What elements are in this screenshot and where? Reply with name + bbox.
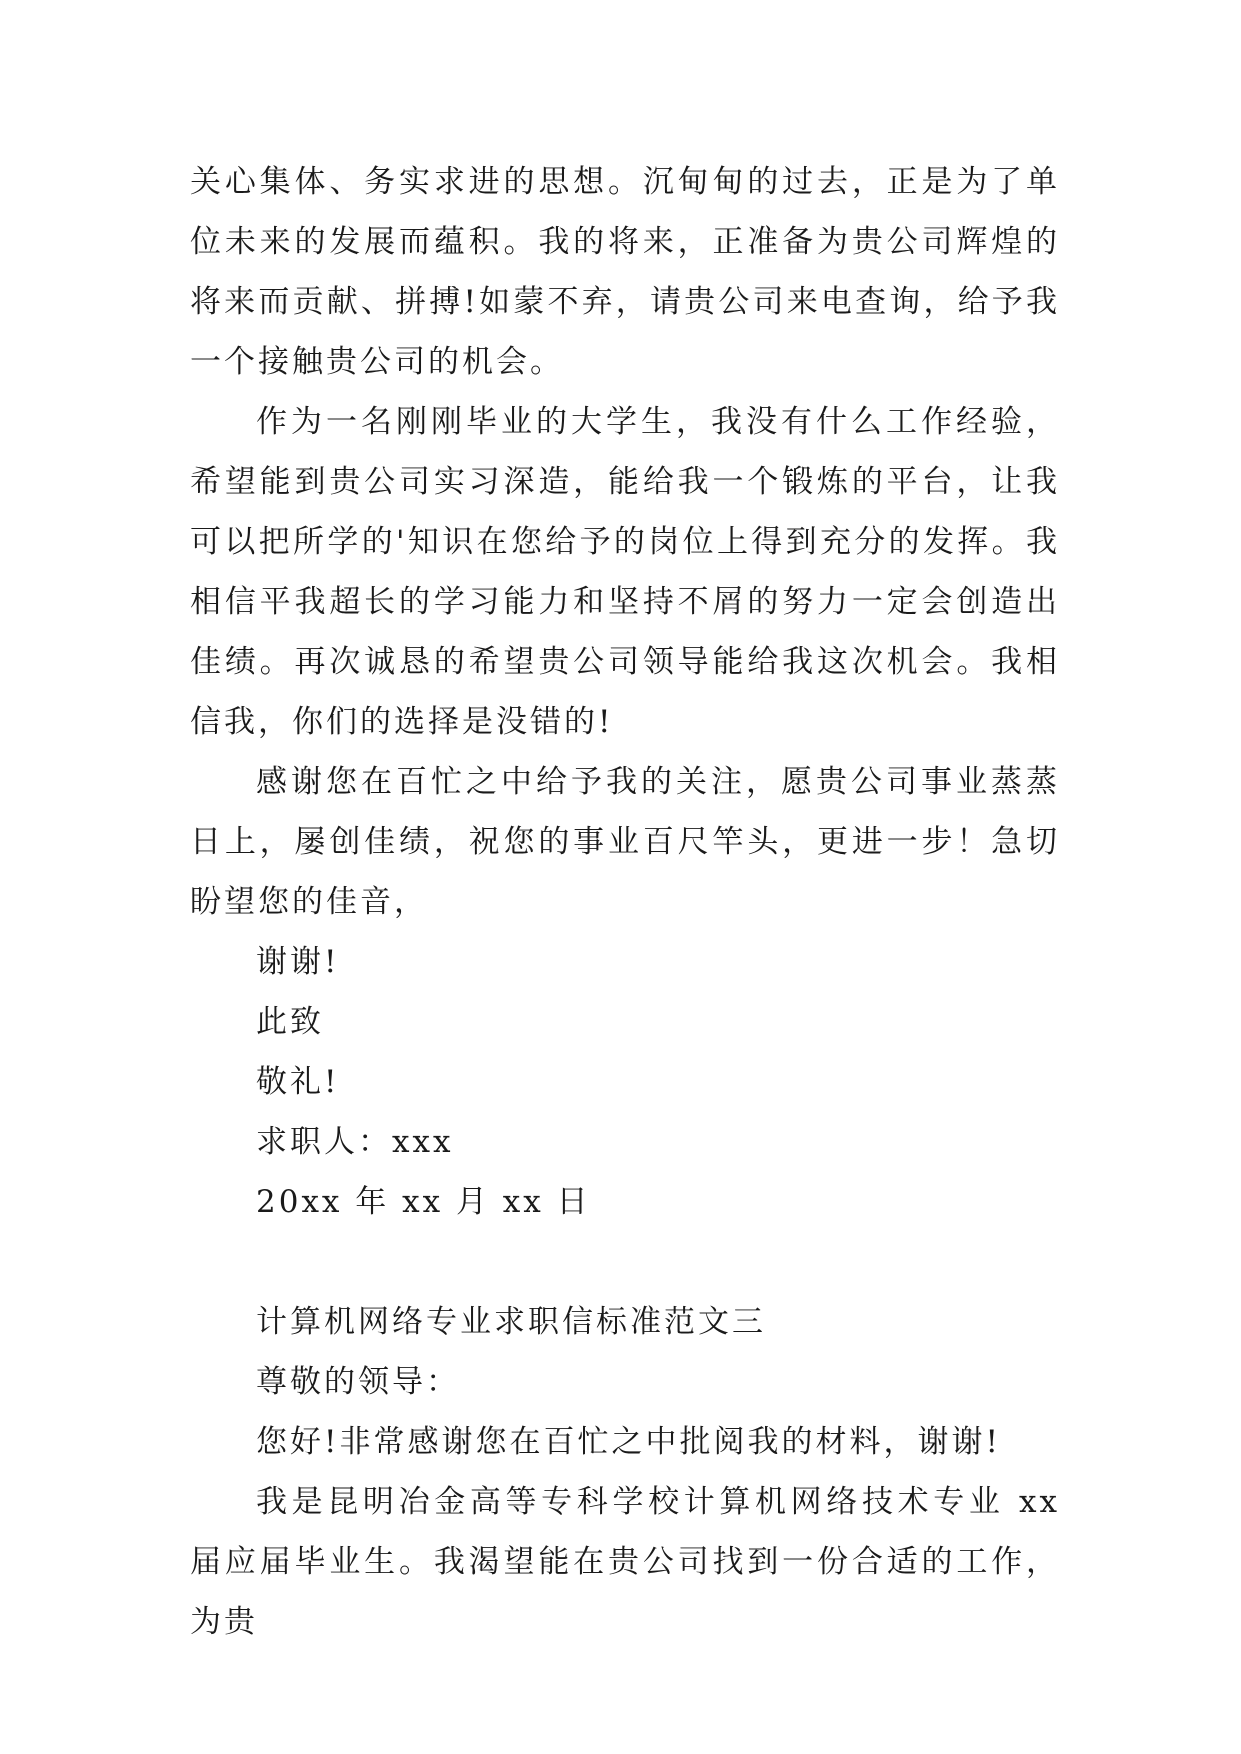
section-title: 计算机网络专业求职信标准范文三 xyxy=(256,1304,766,1340)
section-spacer xyxy=(190,1232,1060,1292)
closing-line-1: 此致 xyxy=(256,1004,324,1040)
paragraph-self-intro: 我是昆明冶金高等专科学校计算机网络技术专业 xx 届应届毕业生。我渴望能在贵公司找到一份合适的工作，为贵 xyxy=(190,1484,1060,1640)
greeting-line: 您好!非常感谢您在百忙之中批阅我的材料，谢谢! xyxy=(256,1424,1001,1460)
applicant-signature: 求职人：xxx xyxy=(256,1124,454,1160)
letter-date: 20xx 年 xx 月 xx 日 xyxy=(256,1184,591,1220)
salutation: 尊敬的领导： xyxy=(256,1364,460,1400)
paragraph-graduate: 作为一名刚刚毕业的大学生，我没有什么工作经验，希望能到贵公司实习深造，能给我一个锻炼的平台，让我可以把所学的'知识在您给予的岗位上得到充分的发挥。我相信平我超长的学习能力和坚持不屑的努力一定会创造出佳绩。再次诚恳的希望贵公司领导能给我这次机会。我相信我，你们的选择是没错的! xyxy=(190,404,1060,740)
closing-line-2: 敬礼! xyxy=(256,1064,340,1100)
thanks-line: 谢谢! xyxy=(256,944,340,980)
document-body xyxy=(190,152,1060,1652)
paragraph-thanks: 感谢您在百忙之中给予我的关注，愿贵公司事业蒸蒸日上，屡创佳绩，祝您的事业百尺竿头，更进一步！急切盼望您的佳音， xyxy=(190,764,1060,920)
paragraph-intro-continued: 关心集体、务实求进的思想。沉甸甸的过去，正是为了单位未来的发展而蕴积。我的将来，正准备为贵公司辉煌的将来而贡献、拼搏!如蒙不弃，请贵公司来电查询，给予我一个接触贵公司的机会。 xyxy=(190,164,1060,380)
